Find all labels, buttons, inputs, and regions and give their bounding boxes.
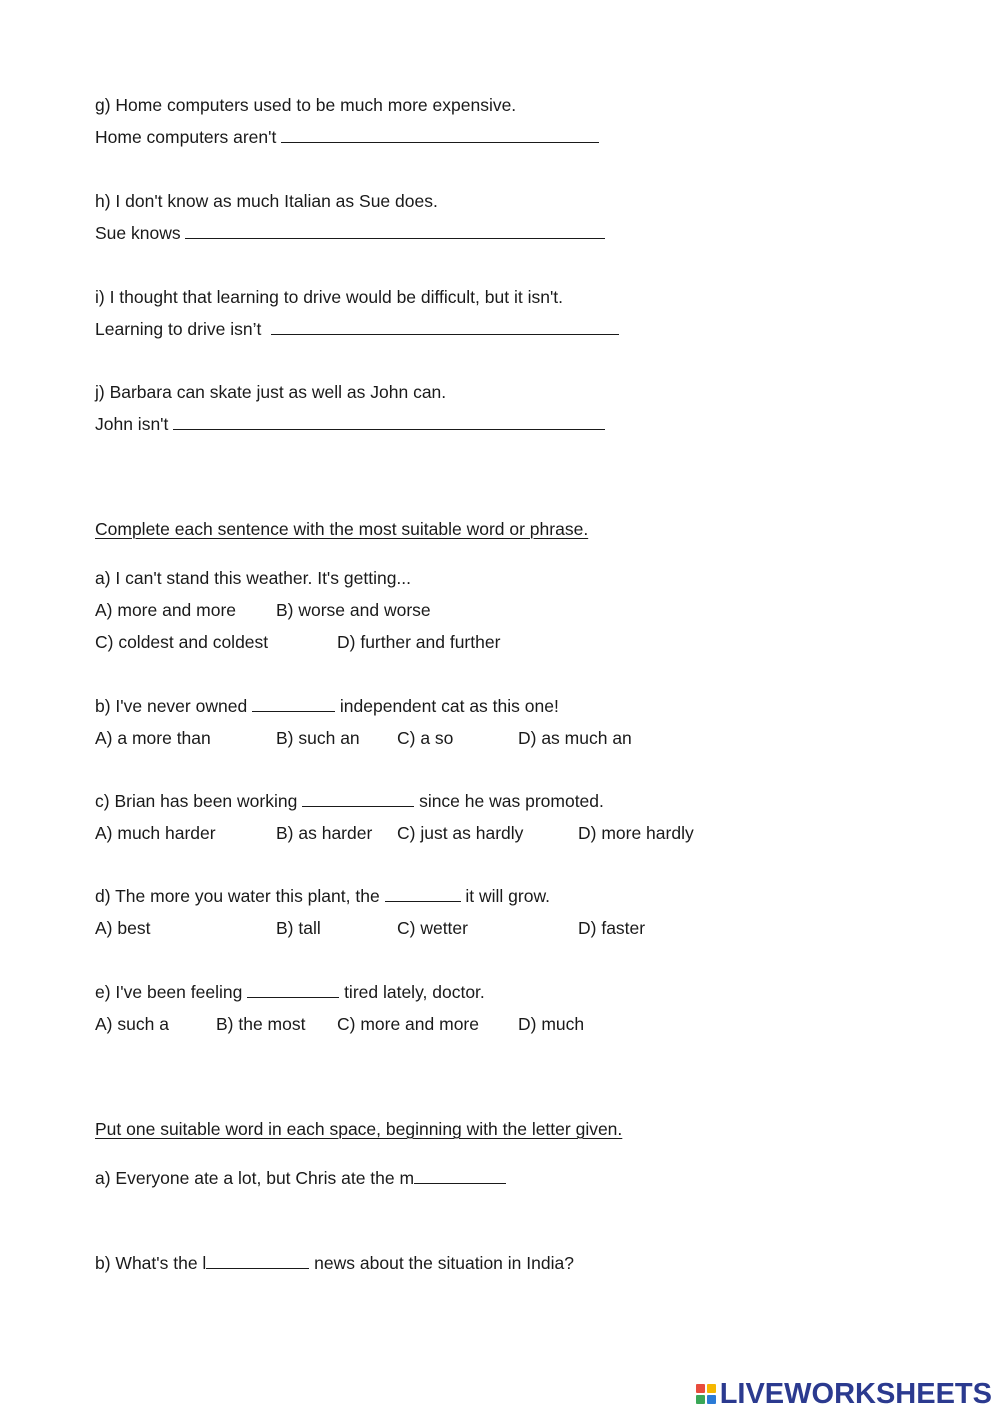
option-d-D[interactable]: D) faster: [578, 918, 646, 938]
option-e-D[interactable]: D) much: [518, 1014, 585, 1034]
option-e-A[interactable]: A) such a: [95, 1014, 169, 1034]
logo-square-red: [696, 1384, 705, 1393]
question-blank[interactable]: [302, 790, 414, 807]
question-text: it will grow.: [460, 886, 551, 906]
question-blank[interactable]: [252, 695, 335, 712]
transformation-answer-i: [95, 318, 619, 340]
question-blank[interactable]: [247, 981, 339, 998]
option-b-D[interactable]: D) as much an: [518, 728, 632, 748]
option-b-B[interactable]: B) such an: [276, 728, 360, 748]
question-text: since he was promoted.: [414, 791, 604, 811]
transformation-answer-h: [95, 222, 605, 244]
question-text: a) Everyone ate a lot, but Chris ate the m: [95, 1168, 415, 1188]
option-c-A[interactable]: A) much harder: [95, 823, 216, 843]
answer-blank[interactable]: [271, 318, 619, 335]
fill-question-b: [95, 1252, 574, 1274]
question-text: news about the situation in India?: [309, 1253, 574, 1273]
option-c-D[interactable]: D) more hardly: [578, 823, 694, 843]
option-d-A[interactable]: A) best: [95, 918, 151, 938]
question-text: c) Brian has been working: [95, 791, 303, 811]
option-e-C[interactable]: C) more and more: [337, 1014, 479, 1034]
question-text: e) I've been feeling: [95, 982, 248, 1002]
option-e-B[interactable]: B) the most: [216, 1014, 306, 1034]
liveworksheets-logo: [696, 1378, 992, 1410]
fill-question-a: [95, 1167, 506, 1189]
question-blank[interactable]: [385, 885, 461, 902]
option-a-B[interactable]: B) worse and worse: [276, 600, 431, 620]
transformation-prompt-i: i) I thought that learning to drive would be difficult, but it isn't.: [95, 287, 564, 307]
option-c-B[interactable]: B) as harder: [276, 823, 373, 843]
transformation-answer-g: [95, 126, 599, 148]
option-c-C[interactable]: C) just as hardly: [397, 823, 524, 843]
option-a-C[interactable]: C) coldest and coldest: [95, 632, 269, 652]
answer-blank[interactable]: [173, 413, 605, 430]
section3-heading: Put one suitable word in each space, beginning with the letter given.: [95, 1119, 623, 1139]
question-e: [95, 981, 485, 1003]
question-b: [95, 695, 559, 717]
question-text: b) I've never owned: [95, 696, 253, 716]
logo-square-yellow: [707, 1384, 716, 1393]
question-blank[interactable]: [414, 1167, 506, 1184]
option-b-A[interactable]: A) a more than: [95, 728, 211, 748]
logo-square-green: [696, 1395, 705, 1404]
logo-square-blue: [707, 1395, 716, 1404]
option-a-D[interactable]: D) further and further: [337, 632, 501, 652]
option-a-A[interactable]: A) more and more: [95, 600, 237, 620]
option-d-C[interactable]: C) wetter: [397, 918, 468, 938]
transformation-answer-j: [95, 413, 605, 435]
answer-start: Sue knows: [95, 223, 186, 243]
question-d: [95, 885, 550, 907]
option-d-B[interactable]: B) tall: [276, 918, 321, 938]
question-text: b) What's the l: [95, 1253, 207, 1273]
question-c: [95, 790, 604, 812]
answer-start: Home computers aren't: [95, 127, 282, 147]
section2-heading: Complete each sentence with the most suitable word or phrase.: [95, 519, 589, 539]
logo-wordmark: LIVEWORKSHEETS: [719, 1378, 992, 1410]
transformation-prompt-h: h) I don't know as much Italian as Sue does.: [95, 191, 438, 211]
answer-blank[interactable]: [185, 222, 605, 239]
question-text: d) The more you water this plant, the: [95, 886, 385, 906]
transformation-prompt-j: j) Barbara can skate just as well as John can.: [95, 382, 447, 402]
question-blank[interactable]: [206, 1252, 309, 1269]
question-text: tired lately, doctor.: [339, 982, 485, 1002]
logo-mark-icon: [696, 1384, 716, 1404]
answer-start: Learning to drive isn’t: [95, 319, 272, 339]
transformation-prompt-g: g) Home computers used to be much more expensive.: [95, 95, 517, 115]
answer-start: John isn't: [95, 414, 174, 434]
question-a: a) I can't stand this weather. It's getting...: [95, 568, 412, 588]
answer-blank[interactable]: [281, 126, 599, 143]
question-text: independent cat as this one!: [335, 696, 559, 716]
option-b-C[interactable]: C) a so: [397, 728, 454, 748]
